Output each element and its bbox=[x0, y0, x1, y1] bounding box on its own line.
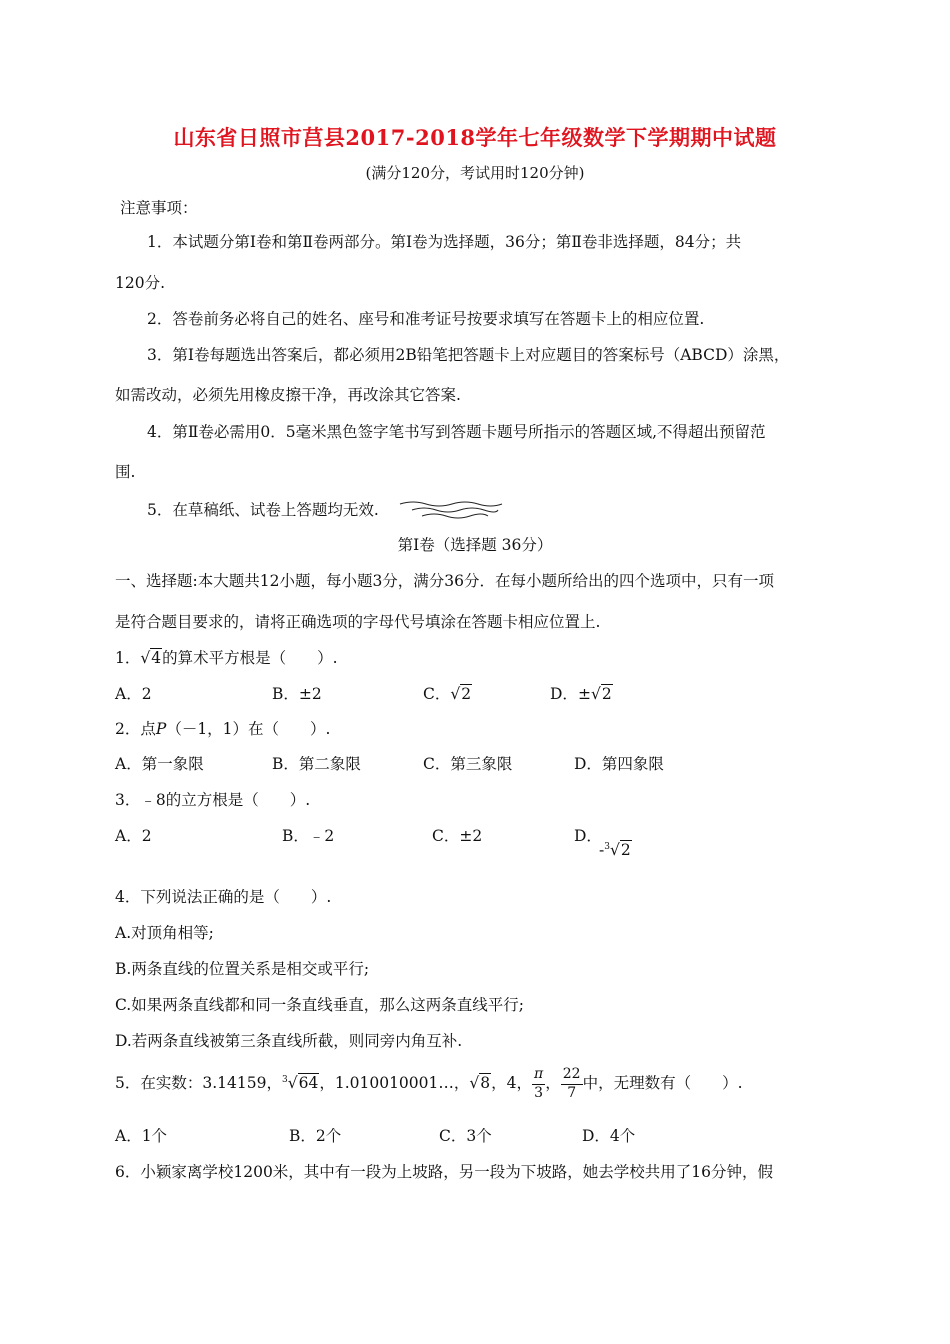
q1-option-d-label: D． bbox=[550, 685, 578, 703]
q3-option-d-radicand: 2 bbox=[620, 841, 631, 860]
q5-stem-c: ，4， bbox=[491, 1074, 533, 1092]
wavy-underline-mark bbox=[398, 500, 504, 520]
q5-separator: ， bbox=[545, 1074, 561, 1092]
q4-option-b: B.两条直线的位置关系是相交或平行; bbox=[115, 960, 370, 978]
q5-option-d: D．4个 bbox=[582, 1127, 636, 1145]
q3-option-a: A．2 bbox=[115, 827, 152, 845]
q5-fraction-22-7 bbox=[561, 1066, 583, 1102]
q5-cbrt: $^3$√64 bbox=[281, 1074, 319, 1092]
q1-option-d-pm: ± bbox=[577, 685, 591, 703]
section-heading: 第Ⅰ卷（选择题 36分） bbox=[397, 536, 553, 554]
section-intro: 一、选择题:本大题共12小题，每小题3分，满分36分．在每小题所给出的四个选项中，只有一项 bbox=[115, 572, 775, 590]
q3-option-d-cbrt: $^3$√2 bbox=[604, 841, 631, 860]
question-4: 4．下列说法正确的是（ ）. bbox=[115, 888, 332, 906]
q5-fraction-den: 7 bbox=[567, 1084, 577, 1101]
q3-option-c: C．±2 bbox=[432, 827, 483, 845]
question-1 bbox=[115, 651, 338, 667]
question-2 bbox=[115, 722, 330, 738]
page-subtitle: (满分120分，考试用时120分钟) bbox=[365, 164, 585, 182]
q3-option-d: D． bbox=[574, 827, 602, 845]
q1-option-a: A．2 bbox=[115, 685, 152, 703]
q1-option-b-value: ±2 bbox=[298, 685, 322, 703]
page-title: 山东省日照市莒县2017-2018学年七年级数学下学期期中试题 bbox=[173, 125, 777, 150]
q2-option-b: B．第二象限 bbox=[272, 755, 361, 773]
note-4-cont: 围. bbox=[115, 463, 136, 481]
q2-stem-b: （－1，1）在（ ）. bbox=[166, 720, 331, 738]
q4-option-a: A.对顶角相等; bbox=[115, 924, 214, 942]
note-1-cont: 120分. bbox=[115, 274, 166, 292]
q1-option-c-label: C． bbox=[423, 685, 451, 703]
q5-sqrt-radicand: 8 bbox=[480, 1074, 491, 1092]
q5-option-a: A．1个 bbox=[115, 1127, 168, 1145]
question-6: 6．小颖家离学校1200米，其中有一段为上坡路，另一段为下坡路，她去学校共用了16分钟，假 bbox=[115, 1163, 774, 1181]
q5-option-c: C．3个 bbox=[439, 1127, 492, 1145]
q3-option-d-minus: - bbox=[599, 841, 605, 860]
q5-stem-b: ，1.010010001…， bbox=[319, 1074, 470, 1092]
q1-option-c-radicand: 2 bbox=[461, 685, 472, 703]
q4-option-d: D.若两条直线被第三条直线所截，则同旁内角互补. bbox=[115, 1032, 463, 1050]
q3-option-d-value bbox=[599, 843, 632, 859]
q5-sqrt: √8 bbox=[469, 1074, 491, 1092]
question-5 bbox=[115, 1066, 743, 1102]
q2-variable: P bbox=[155, 720, 167, 738]
q5-cbrt-index: 3 bbox=[281, 1074, 288, 1085]
q5-stem-a: 5．在实数：3.14159， bbox=[115, 1074, 282, 1092]
q1-stem: 的算术平方根是（ ）. bbox=[162, 649, 338, 667]
section-intro-cont: 是符合题目要求的，请将正确选项的字母代号填涂在答题卡相应位置上. bbox=[115, 613, 601, 631]
q1-option-d bbox=[550, 687, 613, 703]
q2-option-c: C．第三象限 bbox=[423, 755, 513, 773]
q4-option-c: C.如果两条直线都和同一条直线垂直，那么这两条直线平行; bbox=[115, 996, 524, 1014]
q5-option-b: B．2个 bbox=[289, 1127, 342, 1145]
q1-option-d-radicand: 2 bbox=[601, 685, 612, 703]
q1-option-b bbox=[272, 687, 322, 703]
q1-radicand: 4 bbox=[151, 649, 162, 667]
q1-option-d-sqrt: √2 bbox=[590, 685, 612, 703]
note-2: 2．答卷前务必将自己的姓名、座号和准考证号按要求填写在答题卡上的相应位置. bbox=[147, 310, 705, 328]
q1-sqrt: √4 bbox=[140, 649, 162, 667]
note-3-cont: 如需改动，必须先用橡皮擦干净，再改涂其它答案. bbox=[115, 386, 461, 404]
q2-option-d: D．第四象限 bbox=[574, 755, 664, 773]
question-3: 3．﹣8的立方根是（ ）. bbox=[115, 791, 311, 809]
q5-fraction-pi bbox=[532, 1066, 545, 1102]
q1-option-c-sqrt: √2 bbox=[450, 685, 472, 703]
note-1: 1．本试题分第Ⅰ卷和第Ⅱ卷两部分。第Ⅰ卷为选择题，36分；第Ⅱ卷非选择题，84分；共 bbox=[147, 233, 742, 251]
q5-fraction-num: 22 bbox=[561, 1066, 583, 1085]
note-5: 5．在草稿纸、试卷上答题均无效. bbox=[147, 501, 379, 519]
q2-option-a: A．第一象限 bbox=[115, 755, 204, 773]
q5-cbrt-radicand: 64 bbox=[298, 1074, 319, 1092]
q5-fraction-pi-den: 3 bbox=[534, 1084, 544, 1101]
q5-fraction-pi-num: π bbox=[532, 1066, 545, 1085]
q5-stem-d: 中，无理数有（ ）. bbox=[582, 1074, 743, 1092]
q3-option-d-index: 3 bbox=[604, 842, 610, 852]
notes-heading: 注意事项： bbox=[120, 199, 198, 217]
note-4: 4．第Ⅱ卷必需用0．5毫米黑色签字笔书写到答题卡题号所指示的答题区域,不得超出预留范 bbox=[147, 423, 766, 441]
q1-option-c bbox=[423, 687, 472, 703]
q2-stem-a: 2．点 bbox=[115, 720, 156, 738]
q1-option-b-label: B． bbox=[272, 685, 299, 703]
q1-number: 1． bbox=[115, 649, 141, 667]
note-3: 3．第Ⅰ卷每题选出答案后，都必须用2B铅笔把答题卡上对应题目的答案标号（ABCD）涂黑， bbox=[147, 346, 790, 364]
q3-option-b: B．﹣2 bbox=[282, 827, 335, 845]
